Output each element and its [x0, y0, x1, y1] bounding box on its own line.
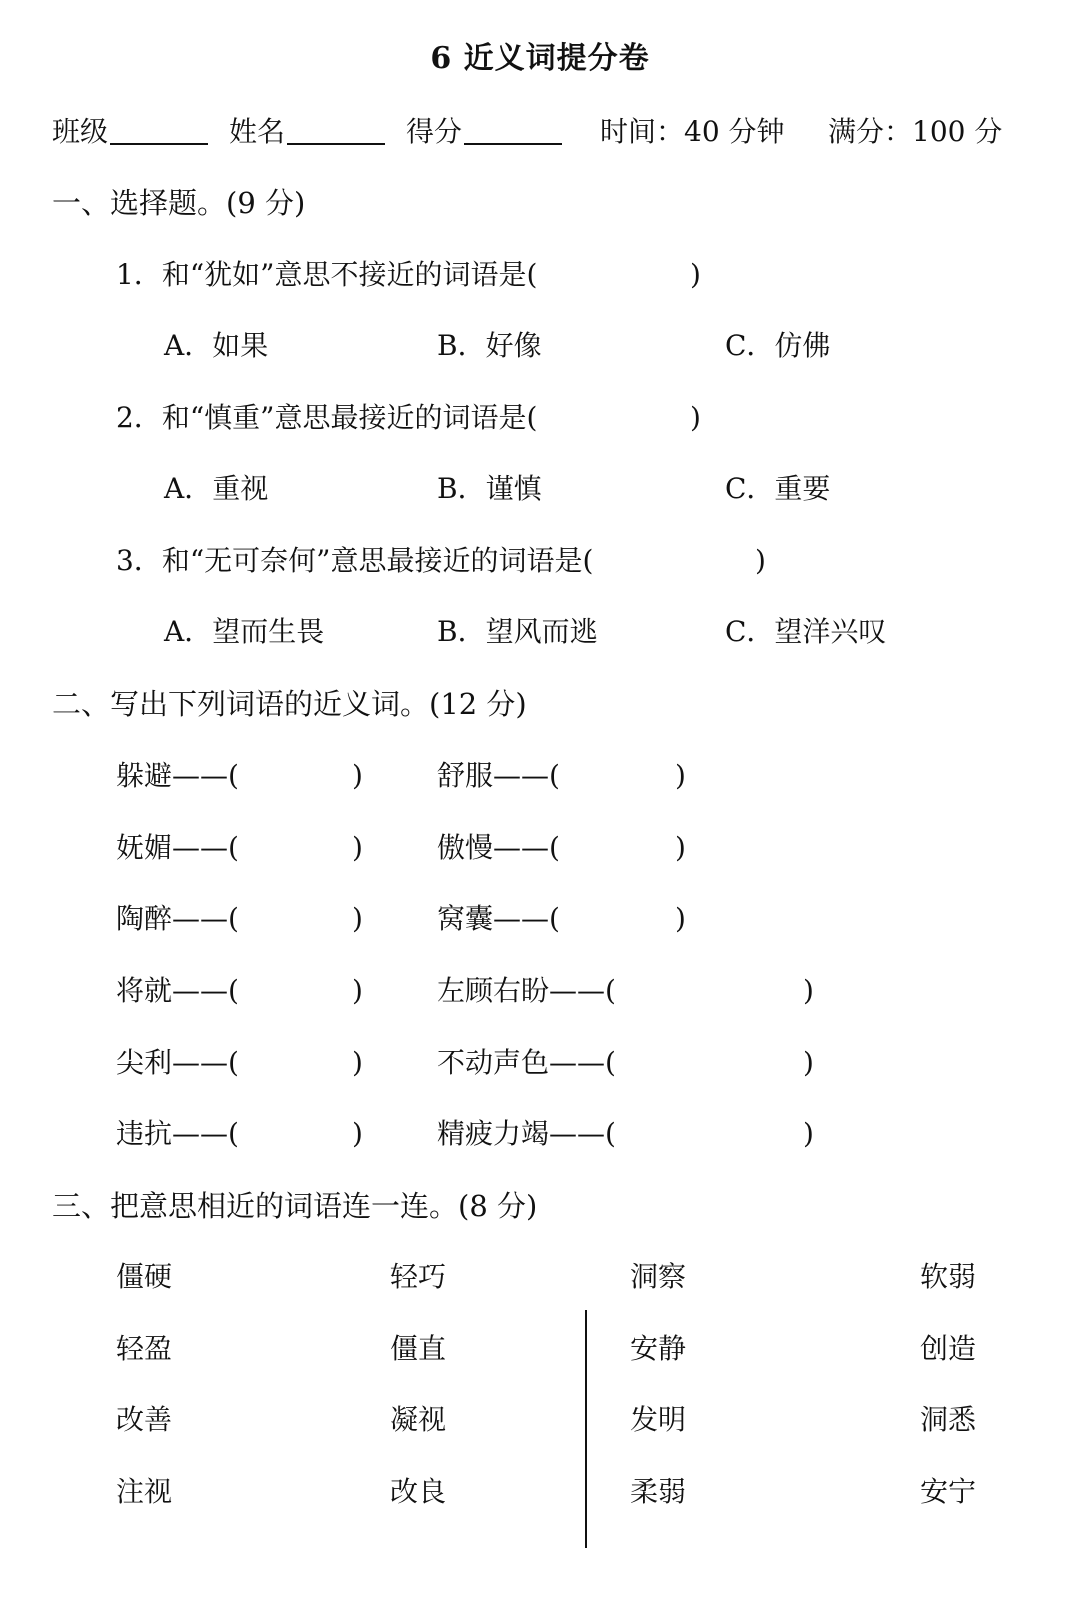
match-col4-1[interactable]: 软弱 [920, 1260, 977, 1293]
match-col4-4[interactable]: 安宁 [920, 1475, 977, 1508]
question-1-answer-close: ) [690, 258, 701, 291]
score-field [406, 115, 562, 148]
synonym-left-3-close: ) [352, 902, 363, 935]
synonym-left-4-close: ) [352, 974, 363, 1007]
synonym-right-5-close: ) [803, 1046, 814, 1079]
synonym-left-2-close: ) [352, 831, 363, 864]
match-col1-4[interactable]: 注视 [116, 1475, 173, 1508]
synonym-right-6: 精疲力竭——( [437, 1117, 616, 1150]
question-1-option-a[interactable]: A．如果 [164, 329, 269, 362]
synonym-right-4-close: ) [803, 974, 814, 1007]
match-col4-3[interactable]: 洞悉 [920, 1403, 977, 1436]
match-col3-4[interactable]: 柔弱 [630, 1475, 687, 1508]
section3-heading: 三、把意思相近的词语连一连。(8 分) [52, 1189, 538, 1223]
question-2-option-c[interactable]: C．重要 [725, 472, 831, 505]
match-col1-2[interactable]: 轻盈 [116, 1332, 173, 1365]
time-info: 时间：40 分钟 [600, 115, 785, 148]
match-col1-1[interactable]: 僵硬 [116, 1260, 173, 1293]
match-col2-2[interactable]: 僵直 [390, 1332, 447, 1365]
match-col3-1[interactable]: 洞察 [630, 1260, 687, 1293]
synonym-left-5: 尖利——( [116, 1046, 239, 1079]
synonym-left-1-close: ) [352, 759, 363, 792]
synonym-left-6-close: ) [352, 1117, 363, 1150]
match-col2-1[interactable]: 轻巧 [390, 1260, 447, 1293]
score-label: 得分 [406, 115, 463, 148]
synonym-right-3: 窝囊——( [437, 902, 560, 935]
class-field [52, 115, 208, 148]
question-3-stem: 3．和“无可奈何”意思最接近的词语是( [116, 544, 594, 577]
score-blank[interactable] [464, 119, 562, 145]
page-title: 6 近义词提分卷 [430, 41, 650, 76]
column-divider [585, 1310, 587, 1548]
synonym-right-1-close: ) [675, 759, 686, 792]
class-blank[interactable] [110, 119, 208, 145]
question-3-answer-close: ) [755, 544, 766, 577]
question-3-option-b[interactable]: B．望风而逃 [437, 615, 598, 648]
question-2-stem: 2．和“慎重”意思最接近的词语是( [116, 401, 538, 434]
synonym-right-4: 左顾右盼——( [437, 974, 616, 1007]
question-2-answer-close: ) [690, 401, 701, 434]
question-2-option-a[interactable]: A．重视 [164, 472, 269, 505]
match-col3-2[interactable]: 安静 [630, 1332, 687, 1365]
class-label: 班级 [52, 115, 109, 148]
synonym-left-5-close: ) [352, 1046, 363, 1079]
question-1-option-c[interactable]: C．仿佛 [725, 329, 831, 362]
question-3-option-c[interactable]: C．望洋兴叹 [725, 615, 887, 648]
synonym-left-1: 躲避——( [116, 759, 239, 792]
synonym-right-1: 舒服——( [437, 759, 560, 792]
match-col1-3[interactable]: 改善 [116, 1403, 173, 1436]
synonym-left-6: 违抗——( [116, 1117, 239, 1150]
match-col2-4[interactable]: 改良 [390, 1475, 447, 1508]
full-score-info: 满分：100 分 [828, 115, 1003, 148]
match-col4-2[interactable]: 创造 [920, 1332, 977, 1365]
question-1-option-b[interactable]: B．好像 [437, 329, 542, 362]
synonym-left-2: 妩媚——( [116, 831, 239, 864]
synonym-left-3: 陶醉——( [116, 902, 239, 935]
name-field [229, 115, 385, 148]
synonym-right-2: 傲慢——( [437, 831, 560, 864]
section2-heading: 二、写出下列词语的近义词。(12 分) [52, 687, 527, 721]
synonym-right-5: 不动声色——( [437, 1046, 616, 1079]
question-3-option-a[interactable]: A．望而生畏 [164, 615, 325, 648]
question-1-stem: 1．和“犹如”意思不接近的词语是( [116, 258, 538, 291]
name-blank[interactable] [287, 119, 385, 145]
synonym-right-3-close: ) [675, 902, 686, 935]
synonym-left-4: 将就——( [116, 974, 239, 1007]
name-label: 姓名 [229, 115, 286, 148]
synonym-right-6-close: ) [803, 1117, 814, 1150]
section1-heading: 一、选择题。(9 分) [52, 186, 306, 220]
synonym-right-2-close: ) [675, 831, 686, 864]
match-col2-3[interactable]: 凝视 [390, 1403, 447, 1436]
match-col3-3[interactable]: 发明 [630, 1403, 687, 1436]
question-2-option-b[interactable]: B．谨慎 [437, 472, 542, 505]
